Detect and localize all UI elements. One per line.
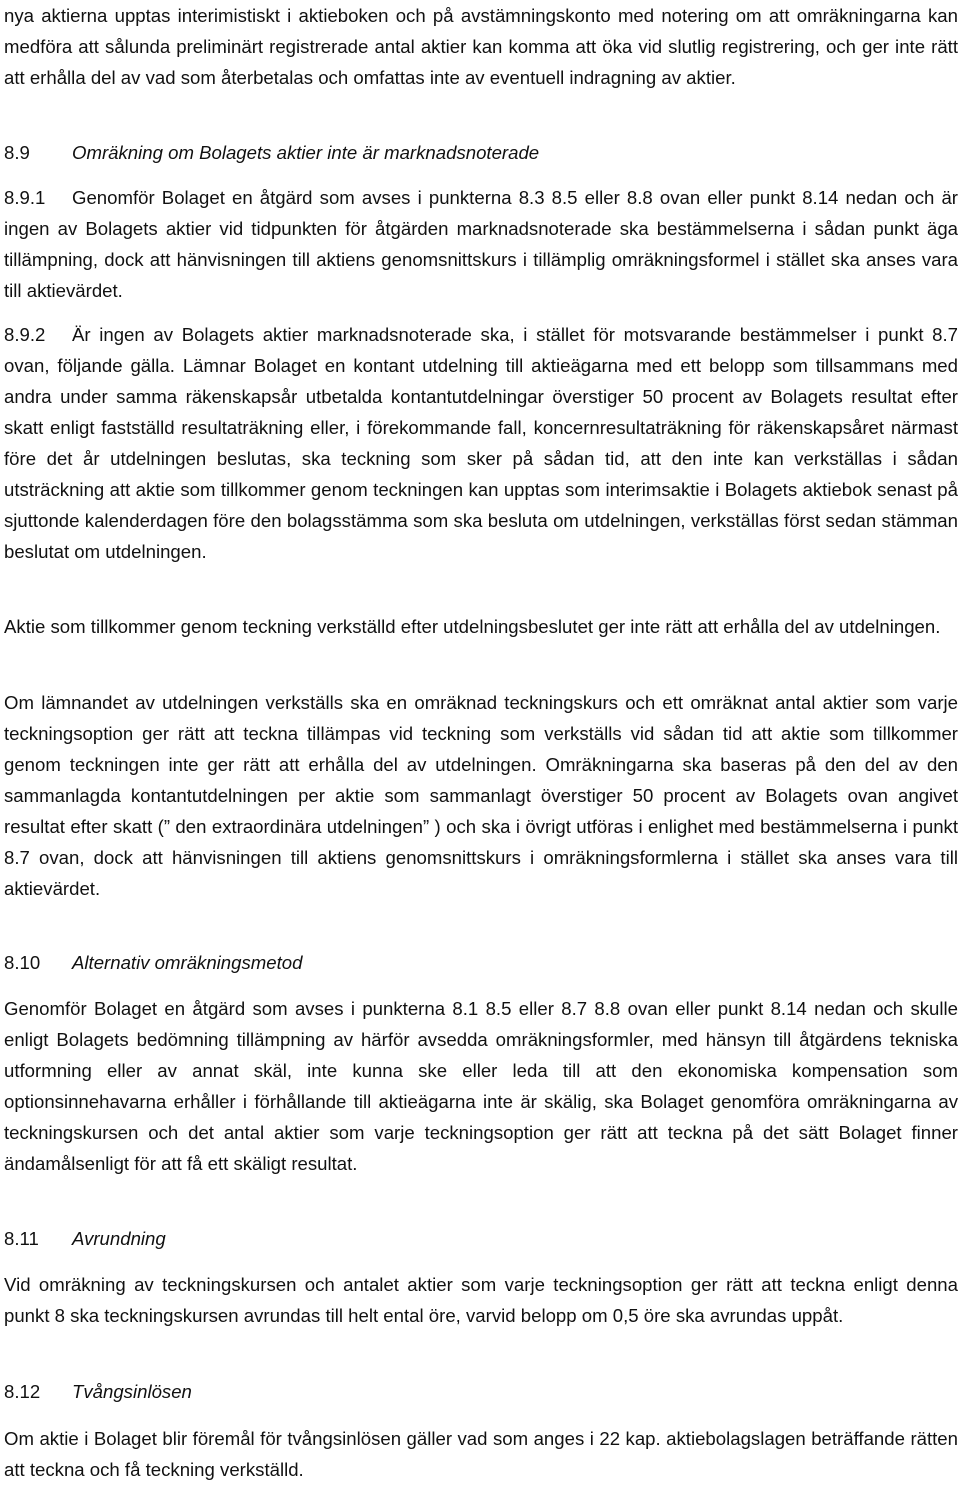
section-number: 8.10	[4, 952, 41, 973]
subsection-8-9-1	[4, 182, 958, 306]
section-number: 8.12	[4, 1381, 41, 1402]
section-number: 8.9	[4, 142, 30, 163]
intro-paragraph: nya aktierna upptas interimistiskt i aktieboken och på avstämningskonto med notering om att omräkningarna kan medföra att sålunda preliminärt registrerade antal aktier kan komma att öka vid slutlig registrering, och ger inte rätt att erhålla del av vad som återbetalas och omfattas inte av eventuell indragning av aktier.	[4, 5, 958, 88]
section-8-10-paragraph: Genomför Bolaget en åtgärd som avses i punkterna 8.1 8.5 eller 8.7 8.8 ovan eller punkt 8.14 nedan och skulle enligt Bolagets bedömning tillämpning av härför avsedda omräkningsformler, med hänsyn till åtgärdens tekniska utformning eller av annat skäl, inte kunna ske eller leda till att den ekonomiska kompensation som optionsinnehavarna erhåller i förhållande till aktieägarna inte är skälig, ska Bolaget genomföra omräkningarna av teckningskursen och det antal aktier som varje teckningsoption ger rätt att teckna på det sätt Bolaget finner ändamålsenligt för att få ett skäligt resultat.	[4, 998, 958, 1174]
section-heading-8-9	[4, 137, 539, 168]
section-title: Alternativ omräkningsmetod	[72, 952, 303, 973]
section-title: Tvångsinlösen	[72, 1381, 192, 1402]
section-heading-8-11	[4, 1223, 166, 1254]
section-8-11-paragraph: Vid omräkning av teckningskursen och antalet aktier som varje teckningsoption ger rätt att teckna enligt denna punkt 8 ska teckningskursen avrundas till helt ental öre, varvid belopp om 0,5 öre ska avrundas uppåt.	[4, 1274, 958, 1326]
section-title: Omräkning om Bolagets aktier inte är marknadsnoterade	[72, 142, 540, 163]
subsection-8-9-2	[4, 319, 958, 567]
section-heading-8-12	[4, 1376, 192, 1407]
section-title: Avrundning	[72, 1228, 166, 1249]
subsection-text: Är ingen av Bolagets aktier marknadsnoterade ska, i stället för motsvarande bestämmelser i punkt 8.7 ovan, följande gälla. Lämnar Bolaget en kontant utdelning till aktieägarna med ett belopp som tillsammans med andra under samma räkenskapsår utbetalda kontantutdelningar överstiger 50 procent av Bolagets resultat efter skatt enligt fastställd resultaträkning eller, i förekommande fall, koncernresultaträkning för räkenskapsåret närmast före det år utdelningen beslutas, ska teckning som sker på sådan tid, att den inte kan verkställas i sådan utsträckning att aktie som tillkommer genom teckningen kan upptas som interimsaktie i Bolagets aktiebok senast på sjuttonde kalenderdagen före den bolagsstämma som ska besluta om utdelningen, verkställas först sedan stämman beslutat om utdelningen.	[4, 324, 958, 562]
recalculation-paragraph: Om lämnandet av utdelningen verkställs ska en omräknad teckningskurs och ett omräknat antal aktier som varje teckningsoption ger rätt att teckna tillämpas vid teckning som verkställs vid sådan tid att aktie som tillkommer genom teckningen inte ger rätt att erhålla del av utdelningen. Omräkningarna ska baseras på den del av den sammanlagda kontantutdelningen per aktie som sammanlagt överstiger 50 procent av Bolagets ovan angivet resultat efter skatt (” den extraordinära utdelningen” ) och ska i övrigt utföras i enlighet med bestämmelserna i punkt 8.7 ovan, dock att hänvisningen till aktiens genomsnittskurs i omräkningsformlerna i stället ska anses vara till aktievärdet.	[4, 692, 958, 899]
section-8-12-paragraph: Om aktie i Bolaget blir föremål för tvångsinlösen gäller vad som anges i 22 kap. aktiebolagslagen beträffande rätten att teckna och få teckning verkställd.	[4, 1428, 958, 1480]
section-number: 8.11	[4, 1228, 39, 1249]
subsection-number: 8.9.2	[4, 324, 46, 345]
section-heading-8-10	[4, 947, 302, 978]
dividend-paragraph: Aktie som tillkommer genom teckning verkställd efter utdelningsbeslutet ger inte rätt att erhålla del av utdelningen.	[4, 616, 941, 637]
subsection-text: Genomför Bolaget en åtgärd som avses i punkterna 8.3 8.5 eller 8.8 ovan eller punkt 8.14 nedan och är ingen av Bolagets aktier vid tidpunkten för åtgärden marknadsnoterade ska bestämmelserna i sådan punkt äga tillämpning, dock att hänvisningen till aktiens genomsnittskurs i tillämplig omräkningsformel i stället ska anses vara till aktievärdet.	[4, 187, 958, 301]
subsection-number: 8.9.1	[4, 187, 46, 208]
